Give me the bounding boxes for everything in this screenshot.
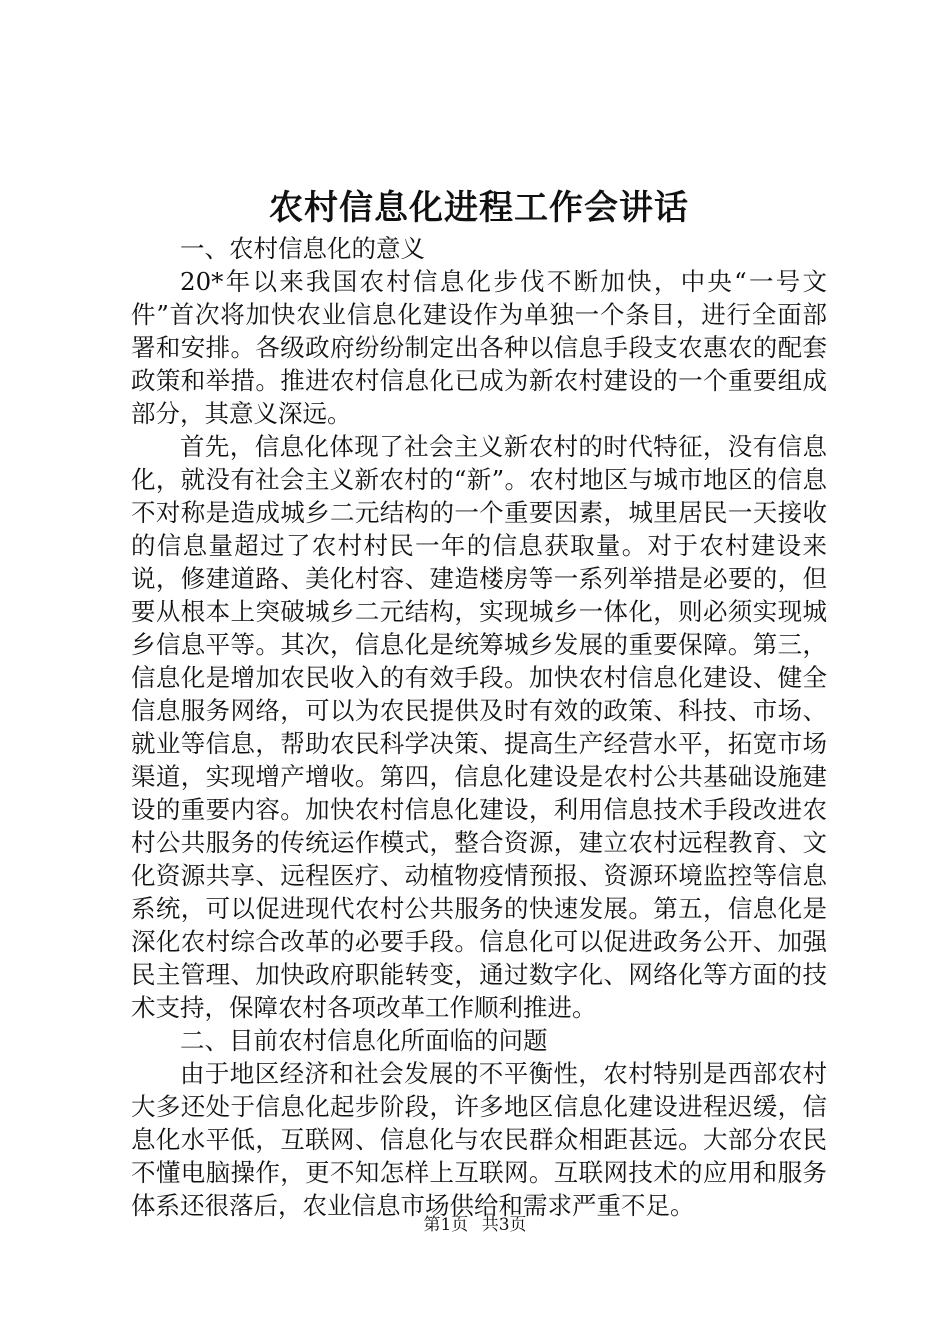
section-heading: 一、农村信息化的意义 <box>180 234 425 263</box>
document-body <box>131 232 827 1222</box>
body-paragraph: 首先，信息化体现了社会主义新农村的时代特征，没有信息化，就没有社会主义新农村的“新”。农村地区与城市地区的信息不对称是造成城乡二元结构的一个重要因素，城里居民一天接收的信息量超过了农村村民一年的信息获取量。对于农村建设来说，修建道路、美化村容、建造楼房等一系列举措是必要的，但要从根本上突破城乡二元结构，实现城乡一体化，则必须实现城乡信息平等。其次，信息化是统筹城乡发展的重要保障。第三，信息化是增加农民收入的有效手段。加快农村信息化建设、健全信息服务网络，可以为农民提供及时有效的政策、科技、市场、就业等信息，帮助农民科学决策、提高生产经营水平，拓宽市场渠道，实现增产增收。第四，信息化建设是农村公共基础设施建设的重要内容。加快农村信息化建设，利用信息技术手段改进农村公共服务的传统运作模式，整合资源，建立农村远程教育、文化资源共享、远程医疗、动植物疫情预报、资源环境监控等信息系统，可以促进现代农村公共服务的快速发展。第五，信息化是深化农村综合改革的必要手段。信息化可以促进政务公开、加强民主管理、加快政府职能转变，通过数字化、网络化等方面的技术支持，保障农村各项改革工作顺利推进。 <box>131 432 827 1022</box>
document-title: 农村信息化进程工作会讲话 <box>269 188 689 228</box>
document-page <box>131 184 827 1222</box>
body-paragraph: 20*年以来我国农村信息化步伐不断加快，中央“一号文件”首次将加快农业信息化建设作为单独一个条目，进行全面部署和安排。各级政府纷纷制定出各种以信息手段支农惠农的配套政策和举措。推进农村信息化已成为新农村建设的一个重要组成部分，其意义深远。 <box>131 267 827 428</box>
page-number: 第1页 <box>423 1215 469 1235</box>
page-total: 共3页 <box>481 1215 527 1235</box>
section-heading: 二、目前农村信息化所面临的问题 <box>180 1026 548 1055</box>
body-paragraph: 由于地区经济和社会发展的不平衡性，农村特别是西部农村大多还处于信息化起步阶段，许多地区信息化建设进程迟缓，信息化水平低，互联网、信息化与农民群众相距甚远。大部分农民不懂电脑操作，更不知怎样上互联网。互联网技术的应用和服务体系还很落后，农业信息市场供给和需求严重不足。 <box>131 1059 827 1220</box>
page-footer <box>0 1214 950 1236</box>
